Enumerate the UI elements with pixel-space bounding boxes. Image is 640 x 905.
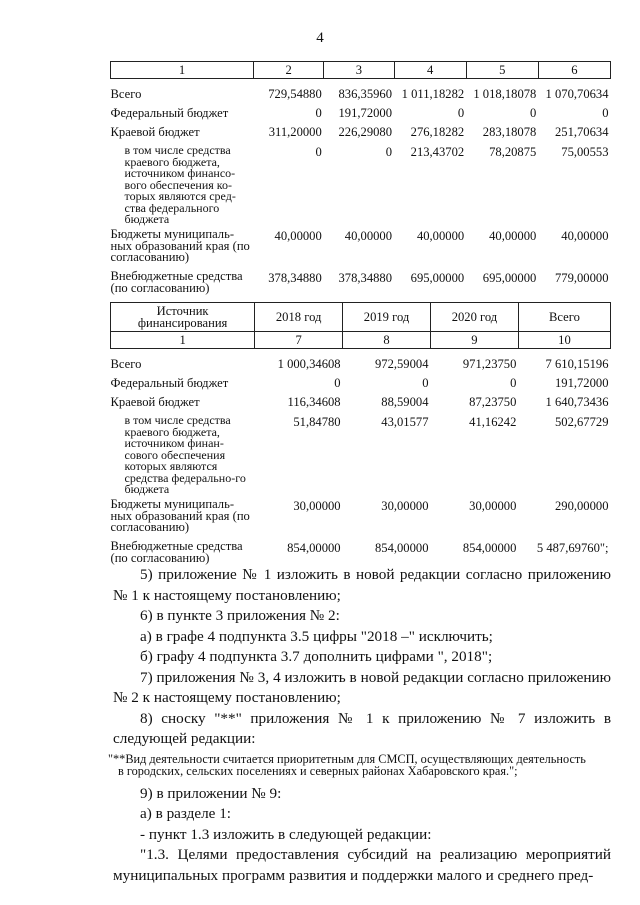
table-row [111, 145, 611, 229]
table-cell: 191,72000 [554, 376, 609, 390]
table-cell: 695,00000 [482, 271, 537, 285]
table-row [111, 125, 611, 145]
table-cell: 213,43702 [410, 145, 465, 159]
table-cell: 41,16242 [469, 415, 517, 429]
column-header: Источник финансирования [111, 303, 255, 332]
table-cell: 40,00000 [274, 229, 322, 243]
table-row [111, 106, 611, 125]
table-row [111, 499, 611, 541]
table-cell: 854,00000 [287, 541, 341, 555]
table-cell: 40,00000 [416, 229, 465, 243]
column-header: 4 [394, 62, 466, 79]
table-cell: 695,00000 [410, 271, 465, 285]
table-cell: 30,00000 [469, 499, 517, 513]
row-label: в том числе средства краевого бюджета, источником финансо-вого обеспечения ко-торых являются сред-ства федерального бюджета [124, 143, 236, 226]
paragraph: а) в графе 4 подпункта 3.5 цифры "2018 –" исключить; [140, 627, 493, 645]
paragraph: 7) приложения № 3, 4 изложить в новой редакции согласно приложению № 2 к настоящему постановлению; [113, 668, 611, 706]
row-label: Краевой бюджет [110, 395, 200, 409]
column-index: 1 [111, 332, 255, 349]
column-header: Всего [518, 303, 610, 332]
row-label: Бюджеты муниципаль-ных образований края (по согласованию) [110, 497, 250, 534]
table-cell: 290,00000 [554, 499, 609, 513]
row-label: в том числе средства краевого бюджета, источником финан-сового обеспечения которых являются средства федерально-го бюджета [124, 413, 246, 496]
table-cell: 7 610,15196 [545, 357, 609, 371]
paragraph: - пункт 1.3 изложить в следующей редакции: [140, 825, 432, 843]
table-cell: 75,00553 [561, 145, 609, 159]
column-index: 9 [431, 332, 519, 349]
table-cell: 0 [510, 376, 517, 390]
table-cell: 87,23750 [469, 395, 517, 409]
column-header: 2020 год [431, 303, 519, 332]
table-cell: 779,00000 [554, 271, 609, 285]
funding-table-2 [110, 302, 611, 569]
table-cell: 40,00000 [561, 229, 609, 243]
footnote-line: "**Вид деятельности считается приоритетным для СМСП, осуществляющих деятельность [108, 751, 586, 766]
table-cell: 51,84780 [293, 415, 341, 429]
row-label: Всего [110, 357, 142, 371]
row-label: Внебюджетные средства (по согласованию) [110, 539, 243, 565]
table-cell: 836,35960 [338, 87, 393, 101]
table-cell: 1 070,70634 [545, 87, 609, 101]
table-cell: 251,70634 [554, 125, 609, 139]
row-label: Федеральный бюджет [110, 376, 229, 390]
paragraph: 6) в пункте 3 приложения № 2: [140, 607, 340, 624]
table-cell: 226,29080 [338, 125, 393, 139]
table-cell: 88,59004 [381, 395, 429, 409]
table-cell: 502,67729 [554, 415, 609, 429]
table-cell: 0 [422, 376, 429, 390]
body-text [108, 565, 611, 886]
table-row [111, 415, 611, 499]
table-cell: 30,00000 [293, 499, 341, 513]
table-row [111, 357, 611, 376]
table-cell: 1 640,73436 [545, 395, 609, 409]
table-header-row [111, 62, 611, 79]
table-cell: 40,00000 [344, 229, 393, 243]
table-cell: 378,34880 [268, 271, 322, 285]
table-cell: 0 [602, 106, 609, 120]
table-cell: 116,34608 [287, 395, 341, 409]
footnote [108, 753, 611, 778]
paragraph: 8) сноску "**" приложения № 1 к приложению № 7 изложить в следующей редакции: [113, 709, 611, 747]
row-label: Бюджеты муниципаль-ных образований края (по согласованию) [110, 227, 250, 264]
table-cell: 854,00000 [374, 541, 429, 555]
table-cell: 30,00000 [381, 499, 429, 513]
row-label: Внебюджетные средства (по согласованию) [110, 269, 243, 295]
table-cell: 0 [315, 145, 322, 159]
column-header: 5 [466, 62, 538, 79]
table-cell: 0 [530, 106, 537, 120]
table-cell: 191,72000 [338, 106, 393, 120]
table-cell: 378,34880 [338, 271, 393, 285]
table-cell: 0 [315, 106, 322, 120]
table-cell: 1 000,34608 [277, 357, 341, 371]
paragraph: "1.3. Целями предоставления субсидий на реализацию мероприятий муниципальных программ развития и поддержки малого и среднего пред- [113, 846, 611, 884]
table-cell: 1 018,18078 [473, 87, 537, 101]
table-cell: 854,00000 [462, 541, 517, 555]
table-index-row [111, 332, 611, 349]
table-cell: 276,18282 [410, 125, 465, 139]
table-cell: 0 [334, 376, 341, 390]
table-cell: 1 011,18282 [401, 87, 465, 101]
column-index: 8 [343, 332, 431, 349]
page-number: 4 [316, 30, 324, 46]
table-cell: 971,23750 [462, 357, 517, 371]
table-cell: 40,00000 [489, 229, 537, 243]
paragraph: б) графу 4 подпункта 3.7 дополнить цифрами ", 2018"; [140, 648, 493, 665]
row-label: Краевой бюджет [110, 125, 200, 139]
table-cell: 43,01577 [381, 415, 429, 429]
funding-table-1 [110, 61, 611, 301]
table-cell: 0 [385, 145, 393, 159]
table-row [111, 271, 611, 301]
table-cell: 972,59004 [374, 357, 429, 371]
table-cell: 283,18078 [482, 125, 537, 139]
table-row [111, 87, 611, 106]
paragraph: а) в разделе 1: [140, 805, 232, 822]
paragraph: 9) в приложении № 9: [140, 784, 282, 802]
footnote-line: в городских, сельских поселениях и северных районах Хабаровского края."; [118, 764, 518, 778]
column-header: 3 [324, 62, 394, 79]
column-header: 2018 год [255, 303, 343, 332]
row-label: Всего [110, 87, 142, 101]
table-cell: 311,20000 [268, 125, 322, 139]
column-index: 7 [255, 332, 343, 349]
column-header: 2019 год [343, 303, 431, 332]
column-header: 6 [538, 62, 610, 79]
table-row [111, 395, 611, 415]
table-header-row [111, 303, 611, 332]
table-row [111, 229, 611, 271]
table-cell: 0 [457, 106, 465, 120]
column-index: 10 [518, 332, 610, 349]
table-cell: 5 487,69760"; [536, 541, 609, 555]
column-header: 2 [254, 62, 324, 79]
paragraph: 5) приложение № 1 изложить в новой редакции согласно приложению № 1 к настоящему постановлению; [113, 566, 611, 604]
table-row [111, 376, 611, 395]
column-header: 1 [111, 62, 254, 79]
table-cell: 78,20875 [489, 145, 537, 159]
table-cell: 729,54880 [268, 87, 322, 101]
row-label: Федеральный бюджет [110, 106, 229, 120]
